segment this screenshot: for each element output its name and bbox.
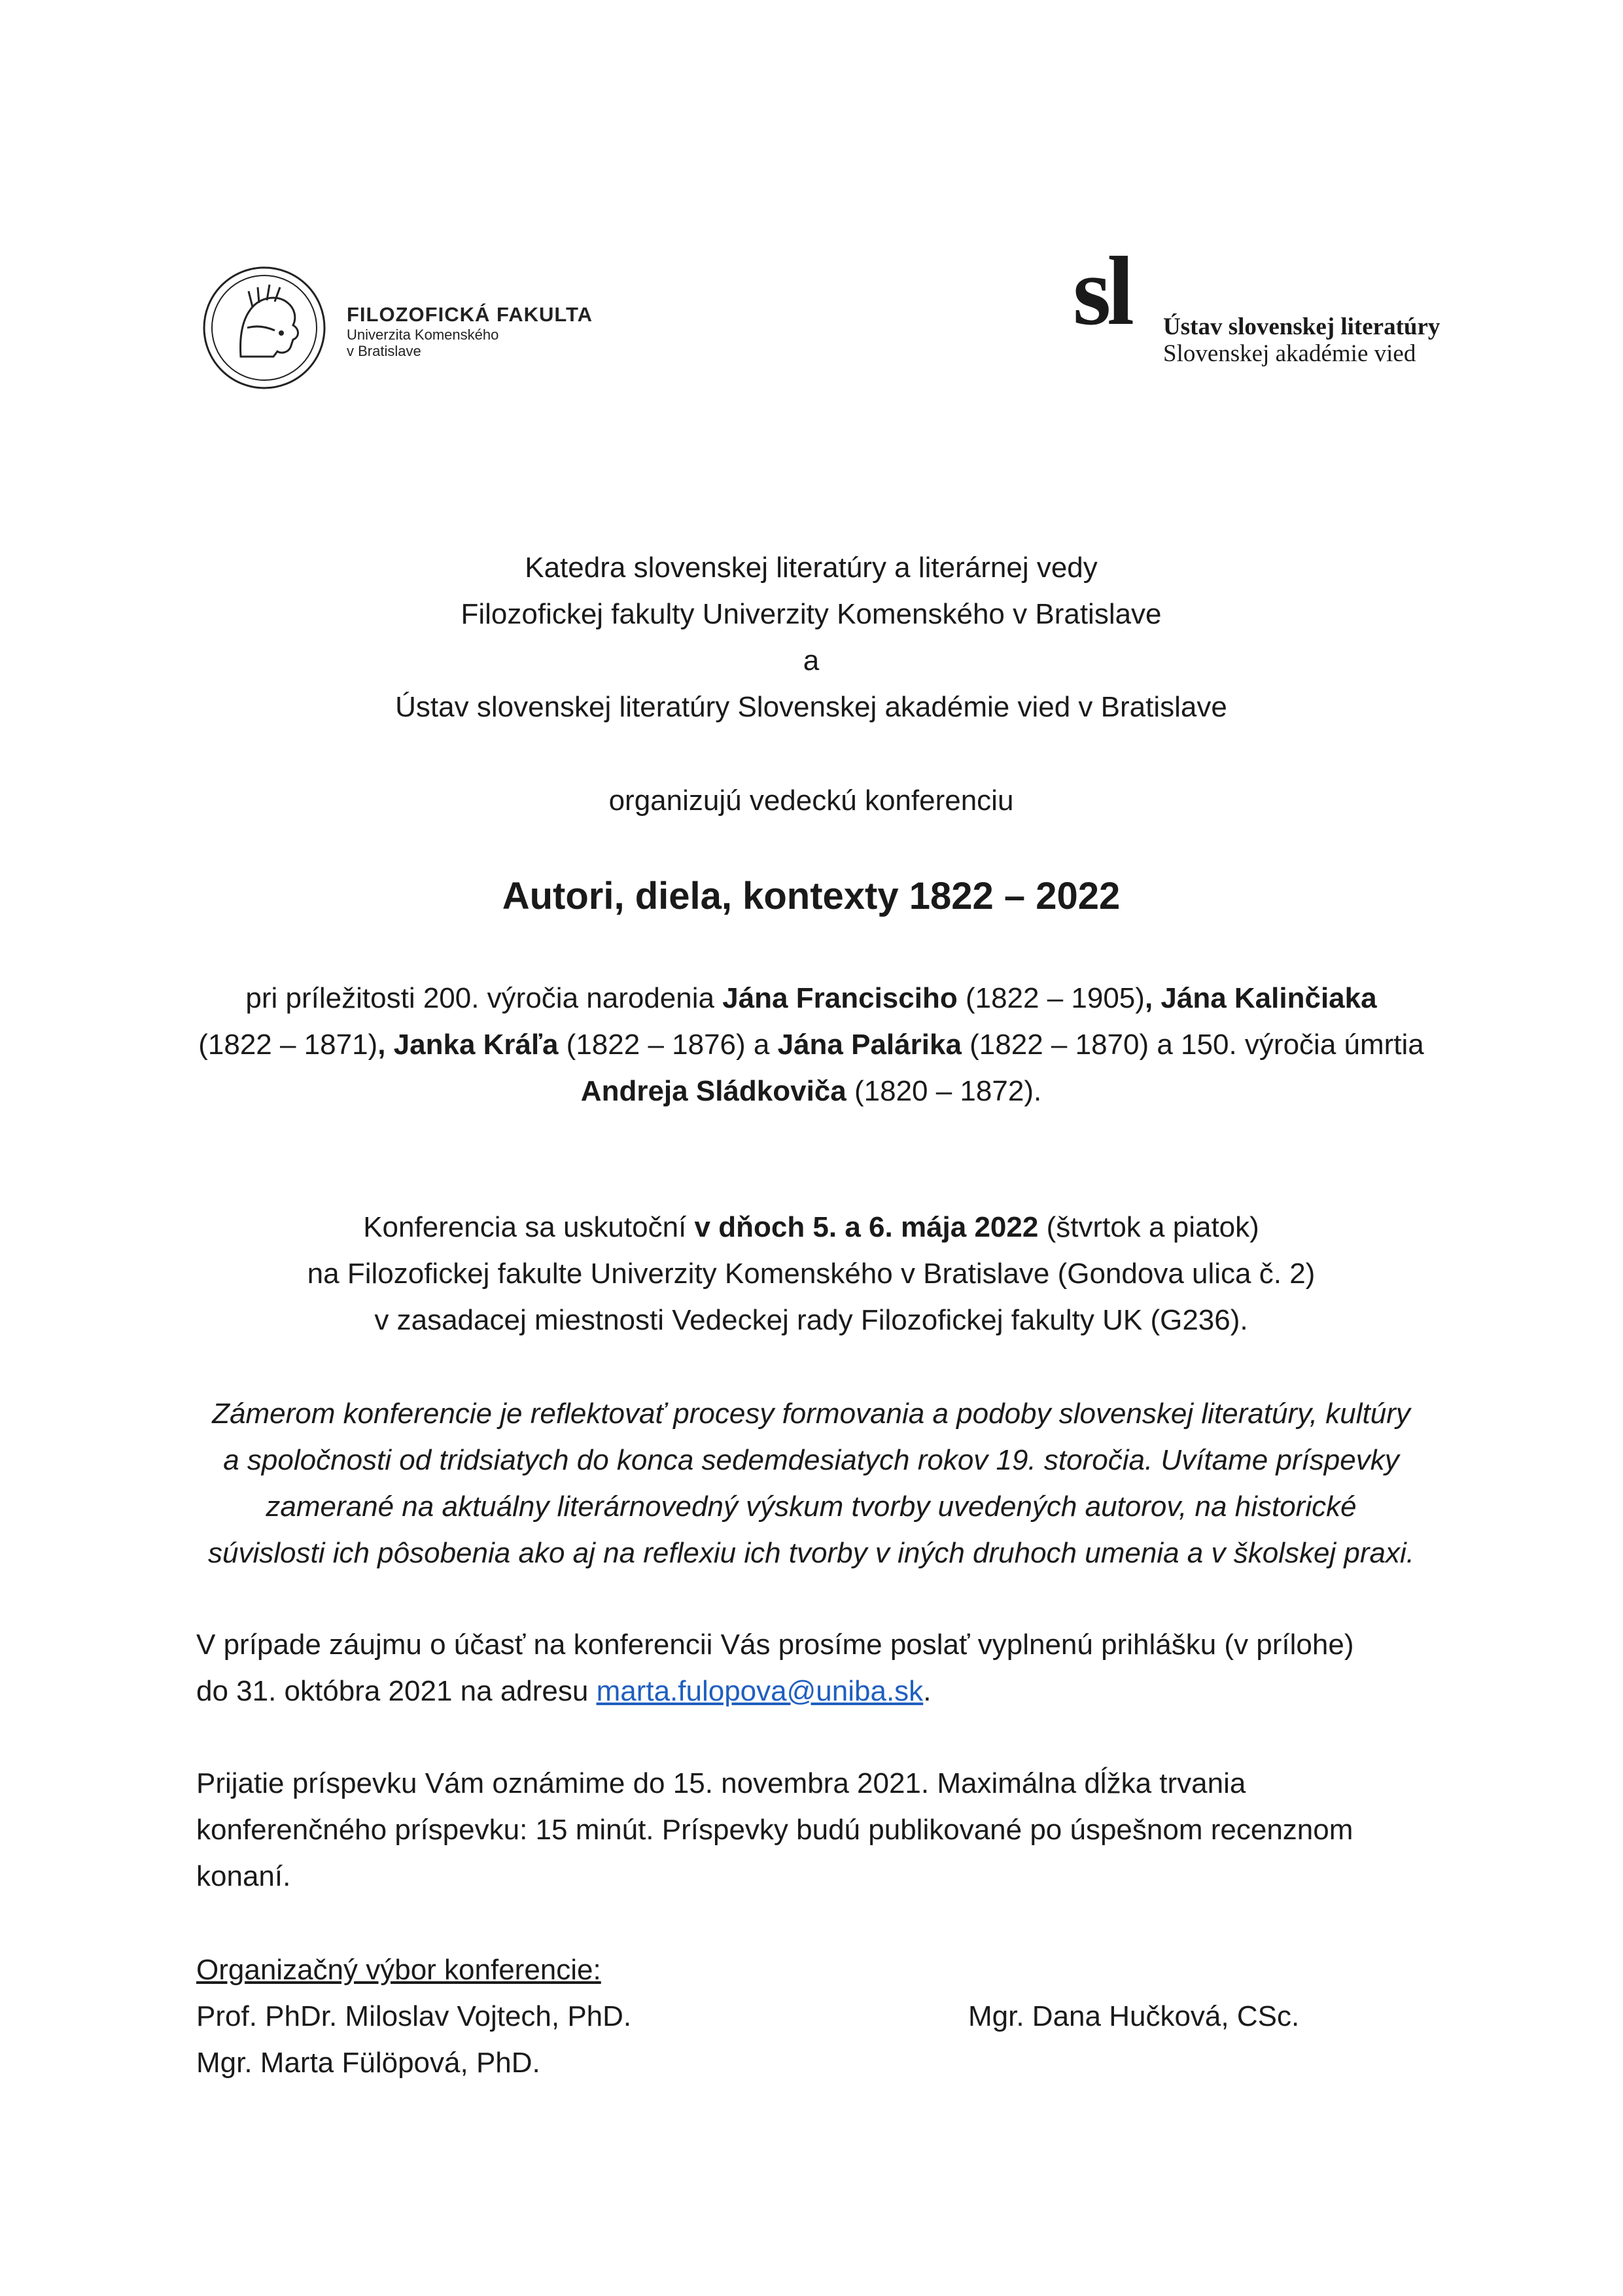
occasion-text: (1822 – 1871) [198,1029,378,1061]
committee-member: Mgr. Marta Fülöpová, PhD. [196,2047,540,2079]
accept-line-3: konaní. [196,1860,291,1892]
occasion-text: (1822 – 1870) a 150. výročia úmrtia [961,1029,1424,1061]
details-paragraph [196,1204,1426,1343]
apply-line-2 [196,1668,1426,1714]
committee-heading: Organizačný výbor konferencie: [196,1954,601,1986]
aim-paragraph [196,1390,1426,1576]
ff-logo-line2: v Bratislave [347,343,421,359]
occasion-author: , Janka Kráľa [377,1029,559,1061]
organizer-line-1: Katedra slovenskej literatúry a literárnej vedy [525,552,1098,584]
invite-line: organizujú vedeckú konferenciu [608,785,1014,817]
occasion-line-2 [196,1021,1426,1068]
aim-line-3: zamerané na aktuálny literárnovedný výskum tvorby uvedených autorov, na historické [266,1491,1357,1523]
accept-line-2: konferenčného príspevku: 15 minút. Príspevky budú publikované po úspešnom recenznom [196,1814,1353,1846]
organizer-and: a [803,645,820,677]
usl-logo [1073,237,1498,393]
minerva-seal-icon [201,265,327,391]
ff-logo-line1: Univerzita Komenského [347,327,499,343]
organizers-block [196,544,1426,730]
occasion-paragraph [196,975,1426,1114]
conference-title: Autori, diela, kontexty 1822 – 2022 [502,875,1121,917]
occasion-author: Jána Francisciho [722,982,958,1014]
occasion-author: , Jána Kalinčiaka [1144,982,1377,1014]
occasion-text: (1822 – 1876) a [558,1029,778,1061]
occasion-text: (1820 – 1872). [846,1075,1042,1107]
occasion-author: Jána Palárika [777,1029,962,1061]
occasion-line-3 [196,1068,1426,1114]
accept-line-1: Prijatie príspevku Vám oznámime do 15. novembra 2021. Maximálna dĺžka trvania [196,1767,1246,1799]
committee-block [196,1947,1426,2086]
occasion-text: (1822 – 1905) [957,982,1145,1014]
ff-logo [201,265,659,396]
aim-line-1: Zámerom konferencie je reflektovať procesy formovania a podoby slovenskej literatúry, kultúry [212,1398,1410,1430]
ff-logo-name: FILOZOFICKÁ FAKULTA [347,303,593,326]
details-line-2: na Filozofickej fakulte Univerzity Komenského v Bratislave (Gondova ulica č. 2) [307,1258,1316,1290]
apply-text: do 31. októbra 2021 na adresu [196,1675,597,1707]
apply-text: . [923,1675,932,1707]
aim-line-2: a spoločnosti od tridsiatych do konca sedemdesiatych rokov 19. storočia. Uvítame príspevky [223,1444,1399,1476]
sl-logo-mark: sl [1073,237,1131,345]
details-date: v dňoch 5. a 6. mája 2022 [694,1211,1039,1243]
committee-member: Mgr. Dana Hučková, CSc. [968,2000,1300,2032]
apply-line-1: V prípade záujmu o účasť na konferencii Vás prosíme poslať vyplnenú prihlášku (v prílohe) [196,1629,1354,1661]
occasion-text: pri príležitosti 200. výročia narodenia [245,982,723,1014]
details-text: Konferencia sa uskutoční [363,1211,695,1243]
usl-logo-text [1163,314,1440,368]
usl-logo-name: Ústav slovenskej literatúry [1163,313,1440,340]
organizer-line-2: Filozofickej fakulty Univerzity Komenského v Bratislave [461,598,1162,630]
usl-logo-sub: Slovenskej akadémie vied [1163,340,1416,367]
occasion-author: Andreja Sládkoviča [580,1075,846,1107]
committee-member: Prof. PhDr. Miloslav Vojtech, PhD. [196,2000,632,2032]
details-line-1 [196,1204,1426,1250]
accept-paragraph [196,1760,1426,1899]
apply-paragraph [196,1621,1426,1714]
details-line-3: v zasadacej miestnosti Vedeckej rady Filozofickej fakulty UK (G236). [374,1304,1248,1336]
occasion-line-1 [196,975,1426,1021]
organizer-line-3: Ústav slovenskej literatúry Slovenskej akadémie vied v Bratislave [395,691,1227,723]
email-link[interactable]: marta.fulopova@uniba.sk [596,1675,924,1707]
details-text: (štvrtok a piatok) [1038,1211,1259,1243]
ff-logo-text [347,303,593,359]
aim-line-4: súvislosti ich pôsobenia ako aj na reflexiu ich tvorby v iných druhoch umenia a v školskej praxi. [207,1537,1415,1569]
